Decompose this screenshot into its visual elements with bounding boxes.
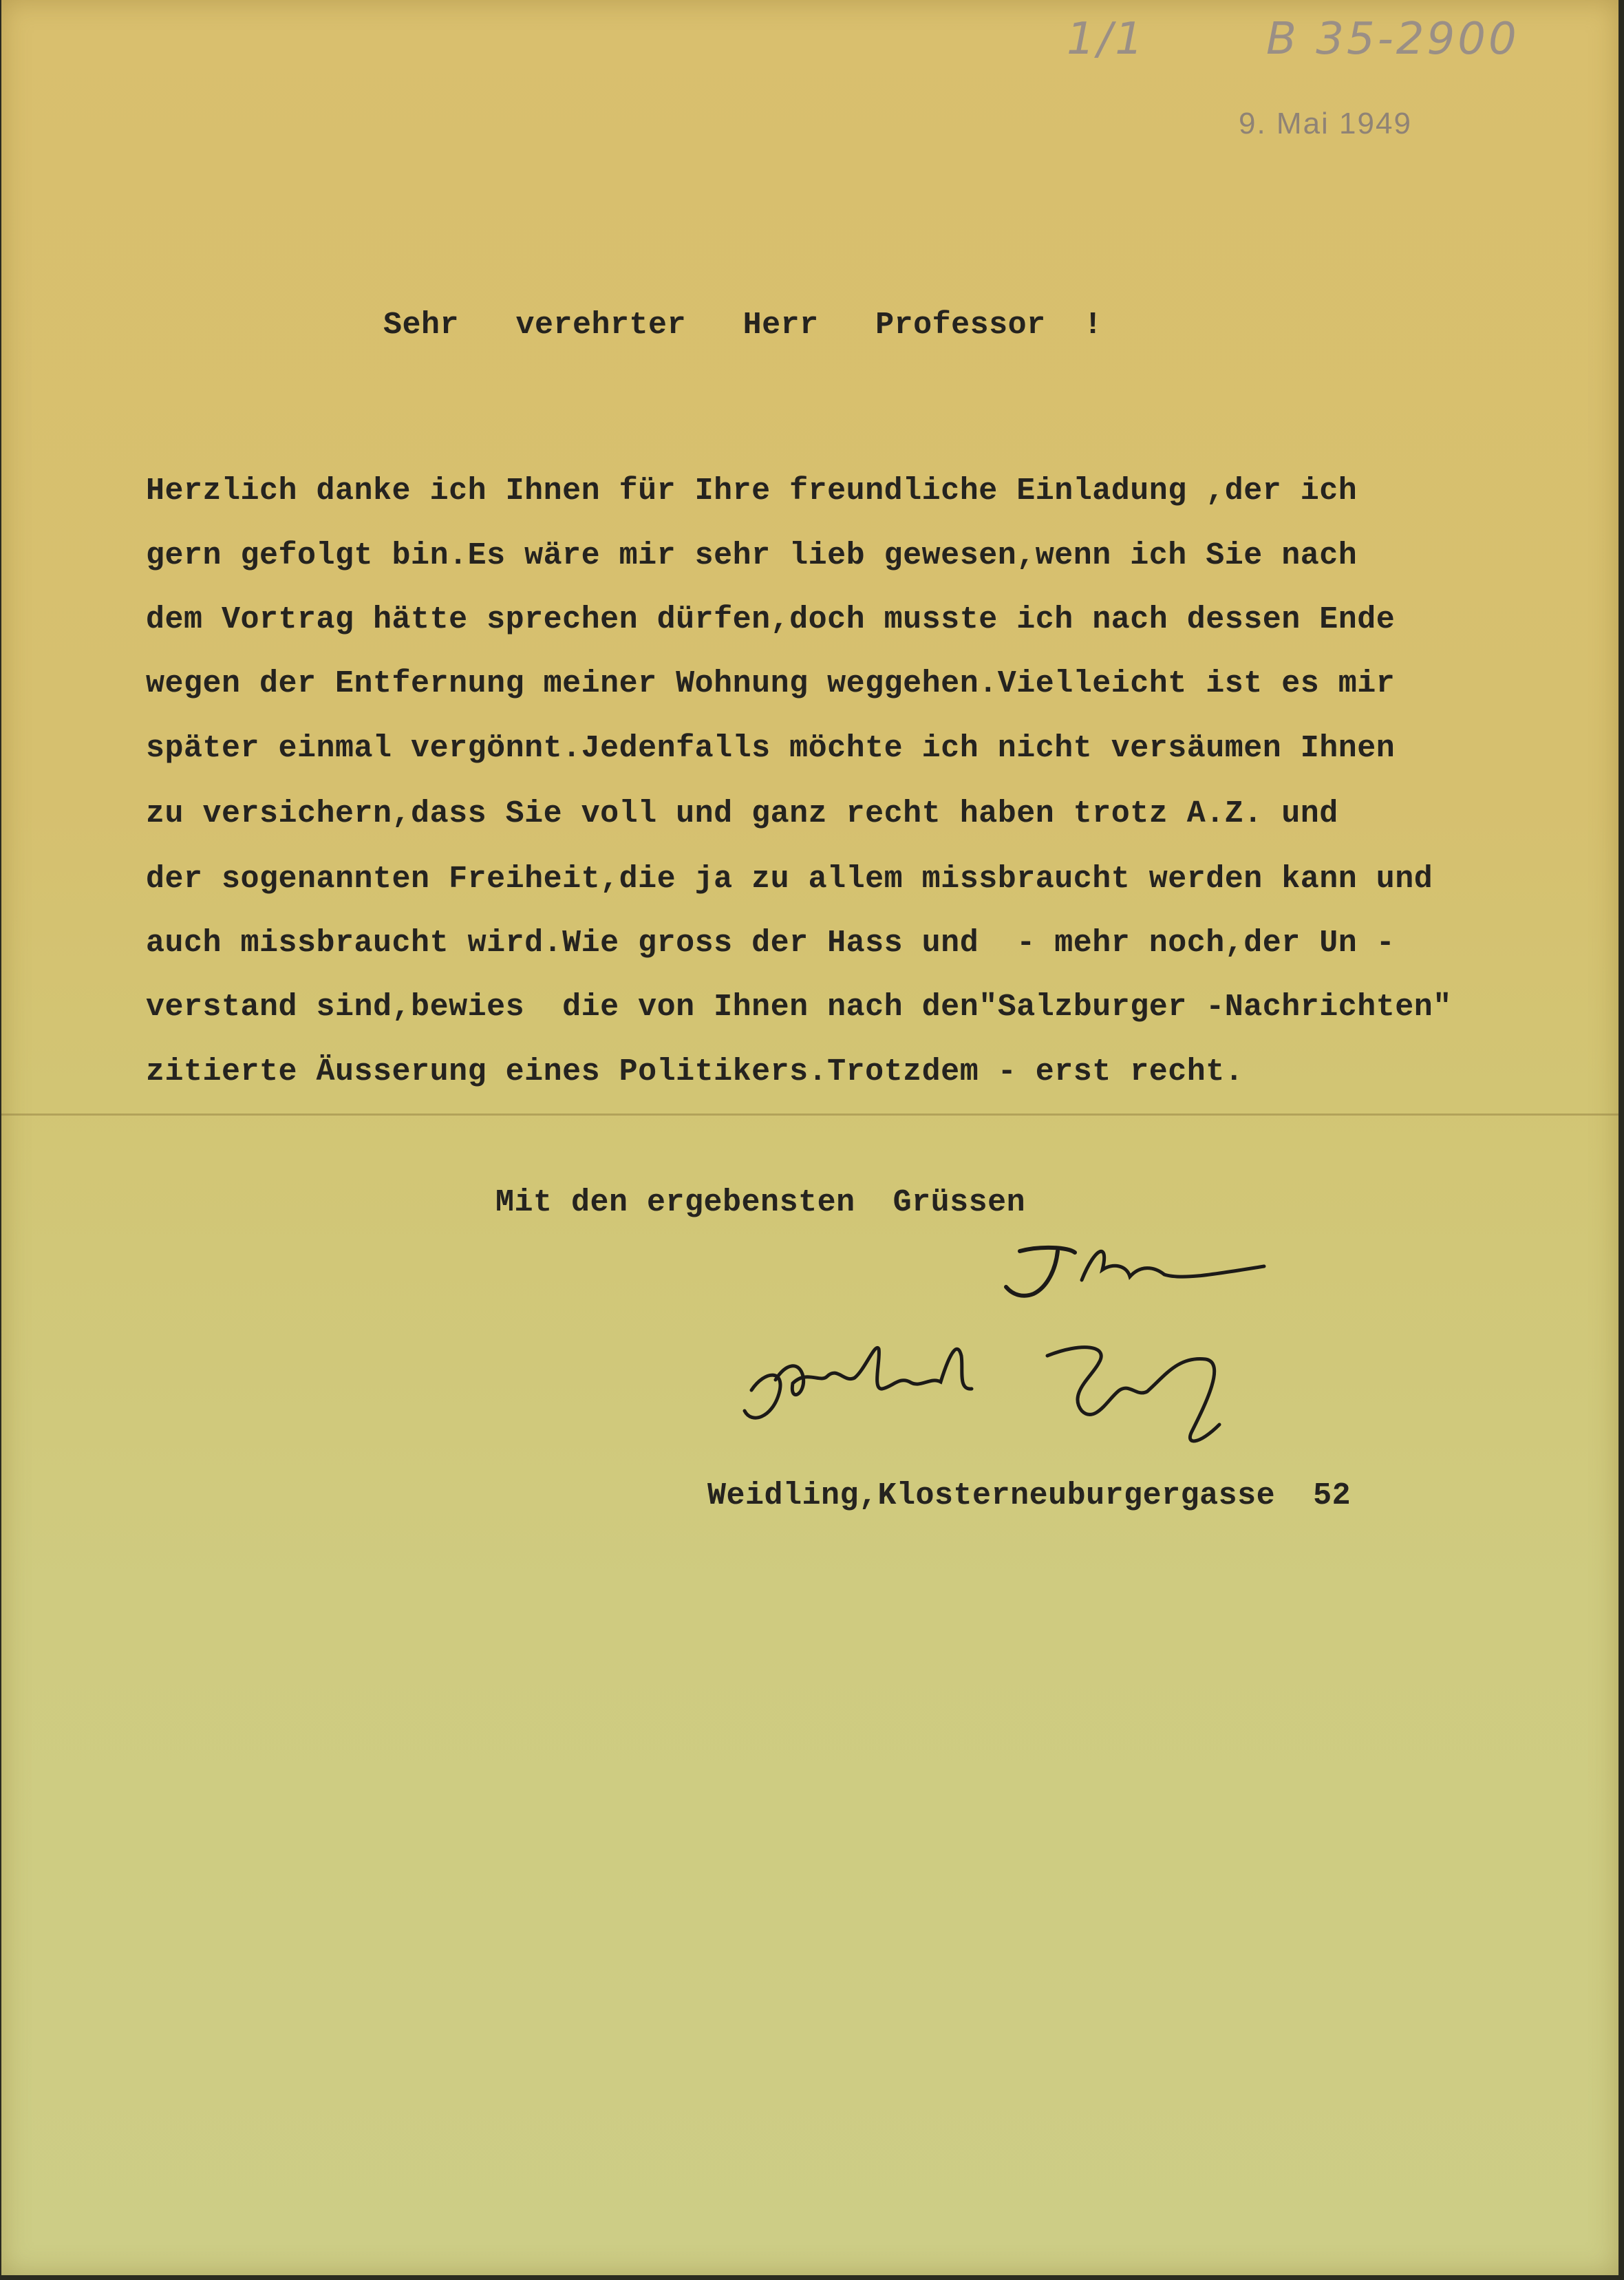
closing-line: Mit den ergebensten Grüssen <box>495 1185 1026 1220</box>
body-line: zitierte Äusserung eines Politikers.Trotzdem - erst recht. <box>146 1054 1244 1089</box>
received-date-stamp: 9. Mai 1949 <box>1239 107 1412 140</box>
archive-number-annotation: B 35-2900 <box>1266 14 1519 65</box>
sender-address: Weidling,Klosterneuburgergasse 52 <box>707 1478 1351 1513</box>
body-line: auch missbraucht wird.Wie gross der Hass und - mehr noch,der Un - <box>146 926 1396 961</box>
body-line: gern gefolgt bin.Es wäre mir sehr lieb gewesen,wenn ich Sie nach <box>146 538 1358 573</box>
signature-name <box>724 1328 1302 1452</box>
body-line: später einmal vergönnt.Jedenfalls möchte ich nicht versäumen Ihnen <box>146 731 1396 766</box>
body-line: wegen der Entfernung meiner Wohnung weggehen.Vielleicht ist es mir <box>146 666 1396 701</box>
signature-ihr <box>992 1232 1281 1308</box>
body-line: zu versichern,dass Sie voll und ganz recht haben trotz A.Z. und <box>146 796 1338 831</box>
body-line: der sogenannten Freiheit,die ja zu allem missbraucht werden kann und <box>146 862 1433 897</box>
body-line: dem Vortrag hätte sprechen dürfen,doch musste ich nach dessen Ende <box>146 602 1396 637</box>
salutation: Sehr verehrter Herr Professor ! <box>383 308 1103 343</box>
letter-page <box>1 0 1618 2275</box>
body-line: Herzlich danke ich Ihnen für Ihre freundliche Einladung ,der ich <box>146 473 1358 509</box>
fold-line <box>1 1114 1618 1116</box>
folio-annotation: 1/1 <box>1067 14 1146 65</box>
body-line: verstand sind,bewies die von Ihnen nach den"Salzburger -Nachrichten" <box>146 990 1452 1025</box>
